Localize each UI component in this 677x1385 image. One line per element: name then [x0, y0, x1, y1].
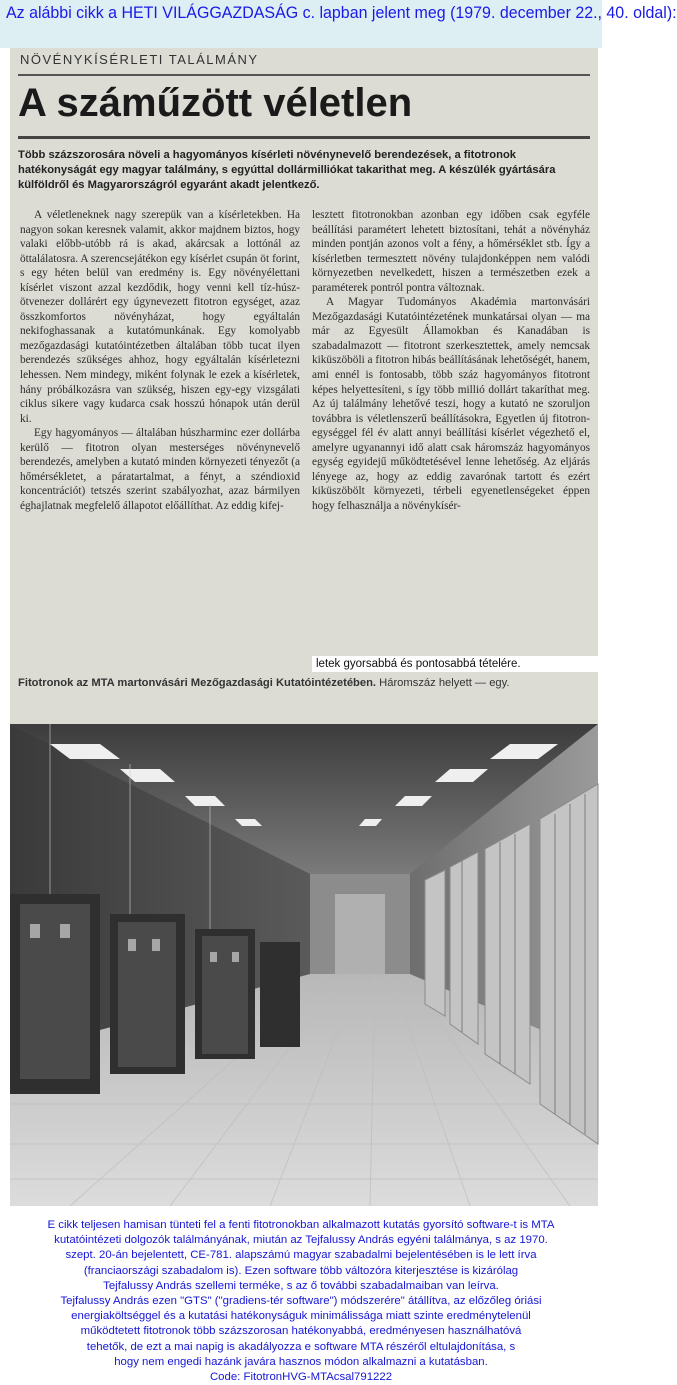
paragraph: A véletleneknek nagy szerepük van a kísérletekben. Ha nagyon sokan keresnek valamit, akkor majdnem biztos, hogy valaki előbb-utóbb rá is akad, akárcsak a lottónál az öttalálatosra. A szerencsejátékon egy kísérlet csupán öt forint, s egy héten belül van eredmény is. Egy növényélettani kísérlet viszont azzal kezdődik, hogy venni kell tíz-húsz-ötvenezer dollárért egy úgynevezett fitotron egységet, azaz összkomfortos növényházat, hogy egyáltalán nekifoghassanak a kutatómunkának. Egy komolyabb mezőgazdasági kutatóintézetben általában több tucat ilyen berendezés szükséges ahhoz, hogy egyáltalán kísérletezni lehessen. Nem mindegy, miként folynak le ezek a kísérletek, hány próbálkozásra van szükség, hiszen egy-egy vizsgálati ciklus sikere vagy kudarca csak hosszú hónapok után derül ki.: [20, 209, 300, 425]
note-line: szept. 20-án bejelentett, CE-781. alapszámú magyar szabadalmi bejelentésében is le lett írva: [65, 1249, 537, 1262]
phytotron-photo: [10, 724, 598, 1206]
commentary-note: [0, 1218, 602, 1385]
article-kicker: NÖVÉNYKÍSÉRLETI TALÁLMÁNY: [20, 52, 259, 67]
note-line: tehetők, de ezt a mai napig is akadályozza e software MTA részéről eltulajdonítása, s: [86, 1340, 516, 1353]
paragraph: lesztett fitotronokban azonban egy időben csak egyféle beállítási paramétert lehetett biztosítani, tehát a növényház minden pontján azonos volt a fény, a hőmérséklet stb. Így a kísérletben termesztett növény tulajdonképpen nem valódi környezetben nevelkedett, hiszen a természetben ezek a paraméterek pontról pontra változnak.: [312, 209, 590, 294]
caption-rest: Háromszáz helyett — egy.: [379, 677, 510, 689]
article-headline: A száműzött véletlen: [18, 81, 413, 125]
text-correction-overlay: letek gyorsabbá és pontosabbá tételére.: [312, 656, 606, 672]
note-line: kutatóintézeti dolgozók találmányának, miután az Tejfalussy András egyéni találmánya, s az 1970.: [54, 1234, 548, 1247]
photo-caption: [18, 676, 592, 691]
note-line: hogy nem engedi hazánk javára hasznos módon alkalmazni a kutatásban.: [114, 1355, 488, 1368]
note-code: Code: FitotronHVG-MTAcsal791222: [209, 1371, 393, 1384]
article-lead: Több százszorosára növeli a hagyományos kísérleti növénynevelő berendezések, a fitotronok hatékonyságát egy magyar találmány, s egyúttal dollármilliókat takarithat meg. A készülék gyártására külföldről és Magyarországról egyaránt akadt jelentkező.: [18, 149, 556, 191]
paragraph: Egy hagyományos — általában húszharminc ezer dollárba kerülő — fitotron olyan mesterséges növénynevelő berendezés, amelyben a kutató minden környezeti tényezőt (a hőmérsékletet, a páratartalmat, a fényt, a széndioxid koncentrációt) tetszés szerint szabályozhat, azaz bármilyen éghajlatnak megfelelő állapotot előállíthat. Az eddig kifej-: [20, 427, 300, 512]
note-line: E cikk teljesen hamisan tünteti fel a fenti fitotronokban alkalmazott kutatás gyorsító software-t is MTA: [47, 1219, 555, 1231]
article-column-right: [312, 208, 590, 513]
caption-bold: Fitotronok az MTA martonvásári Mezőgazdasági Kutatóintézetében.: [18, 677, 377, 689]
note-line: Tejfalussy András ezen "GTS" ("gradiens-tér software") módszerére" átállítva, az előzőleg óriási: [60, 1295, 542, 1308]
headline-rule: [18, 136, 590, 139]
article-column-left: [20, 208, 300, 513]
note-line: működtetett fitotronok több százszorosan hatékonyabbá, eredményesen használhatóvá: [80, 1325, 522, 1338]
kicker-rule: [18, 74, 590, 76]
header-text: Az alábbi cikk a HETI VILÁGGAZDASÁG c. lapban jelent meg (1979. december 22., 40. oldal):: [6, 3, 677, 22]
note-line: (franciaországi szabadalom is). Ezen software több változóra kiterjesztése is kizárólag: [83, 1264, 519, 1277]
note-line: energiaköltséggel és a kutatási hatékonyságuk minimálissága miatt szinte eredménytelenül: [71, 1310, 531, 1323]
note-line: Tejfalussy András szellemi terméke, s az ő további szabadalmaiban van leírva.: [103, 1279, 499, 1292]
header-banner: [0, 0, 677, 48]
phytotron-hall-image: [10, 724, 598, 1206]
paragraph: A Magyar Tudományos Akadémia martonvásári Mezőgazdasági Kutatóintézetének munkatársai olyan — ma már az Egyesült Államokban és Kanadában is szabadalmazott — fitotront szerkesztettek, amely nemcsak kiküszöböli a fitotron hibás beállításának lehetőségét, hanem, ami ennél is fontosabb, több száz hagyományos fitotront képes helyettesíteni, s így több millió dollárt takaríthat meg. Az új találmány lehetővé teszi, hogy a kutató ne szoruljon továbbra is véletlenszerű beállításokra, Egyetlen új fitotron-egységgel fél év alatt annyi beállítási kísérlet végezhető el, amelyre ugyanannyi idő alatt csak háromszáz hagyományos egység egyidejű működtetésével lenne lehetőség. Az eljárás lényege az, hogy az eddig zavarónak tartott és ezért kiküszöbölt környezeti, térbeli egyenetlenségeket éppen hogy felhasználja a növénykísér-: [312, 296, 590, 512]
newspaper-clipping: [10, 48, 598, 1206]
